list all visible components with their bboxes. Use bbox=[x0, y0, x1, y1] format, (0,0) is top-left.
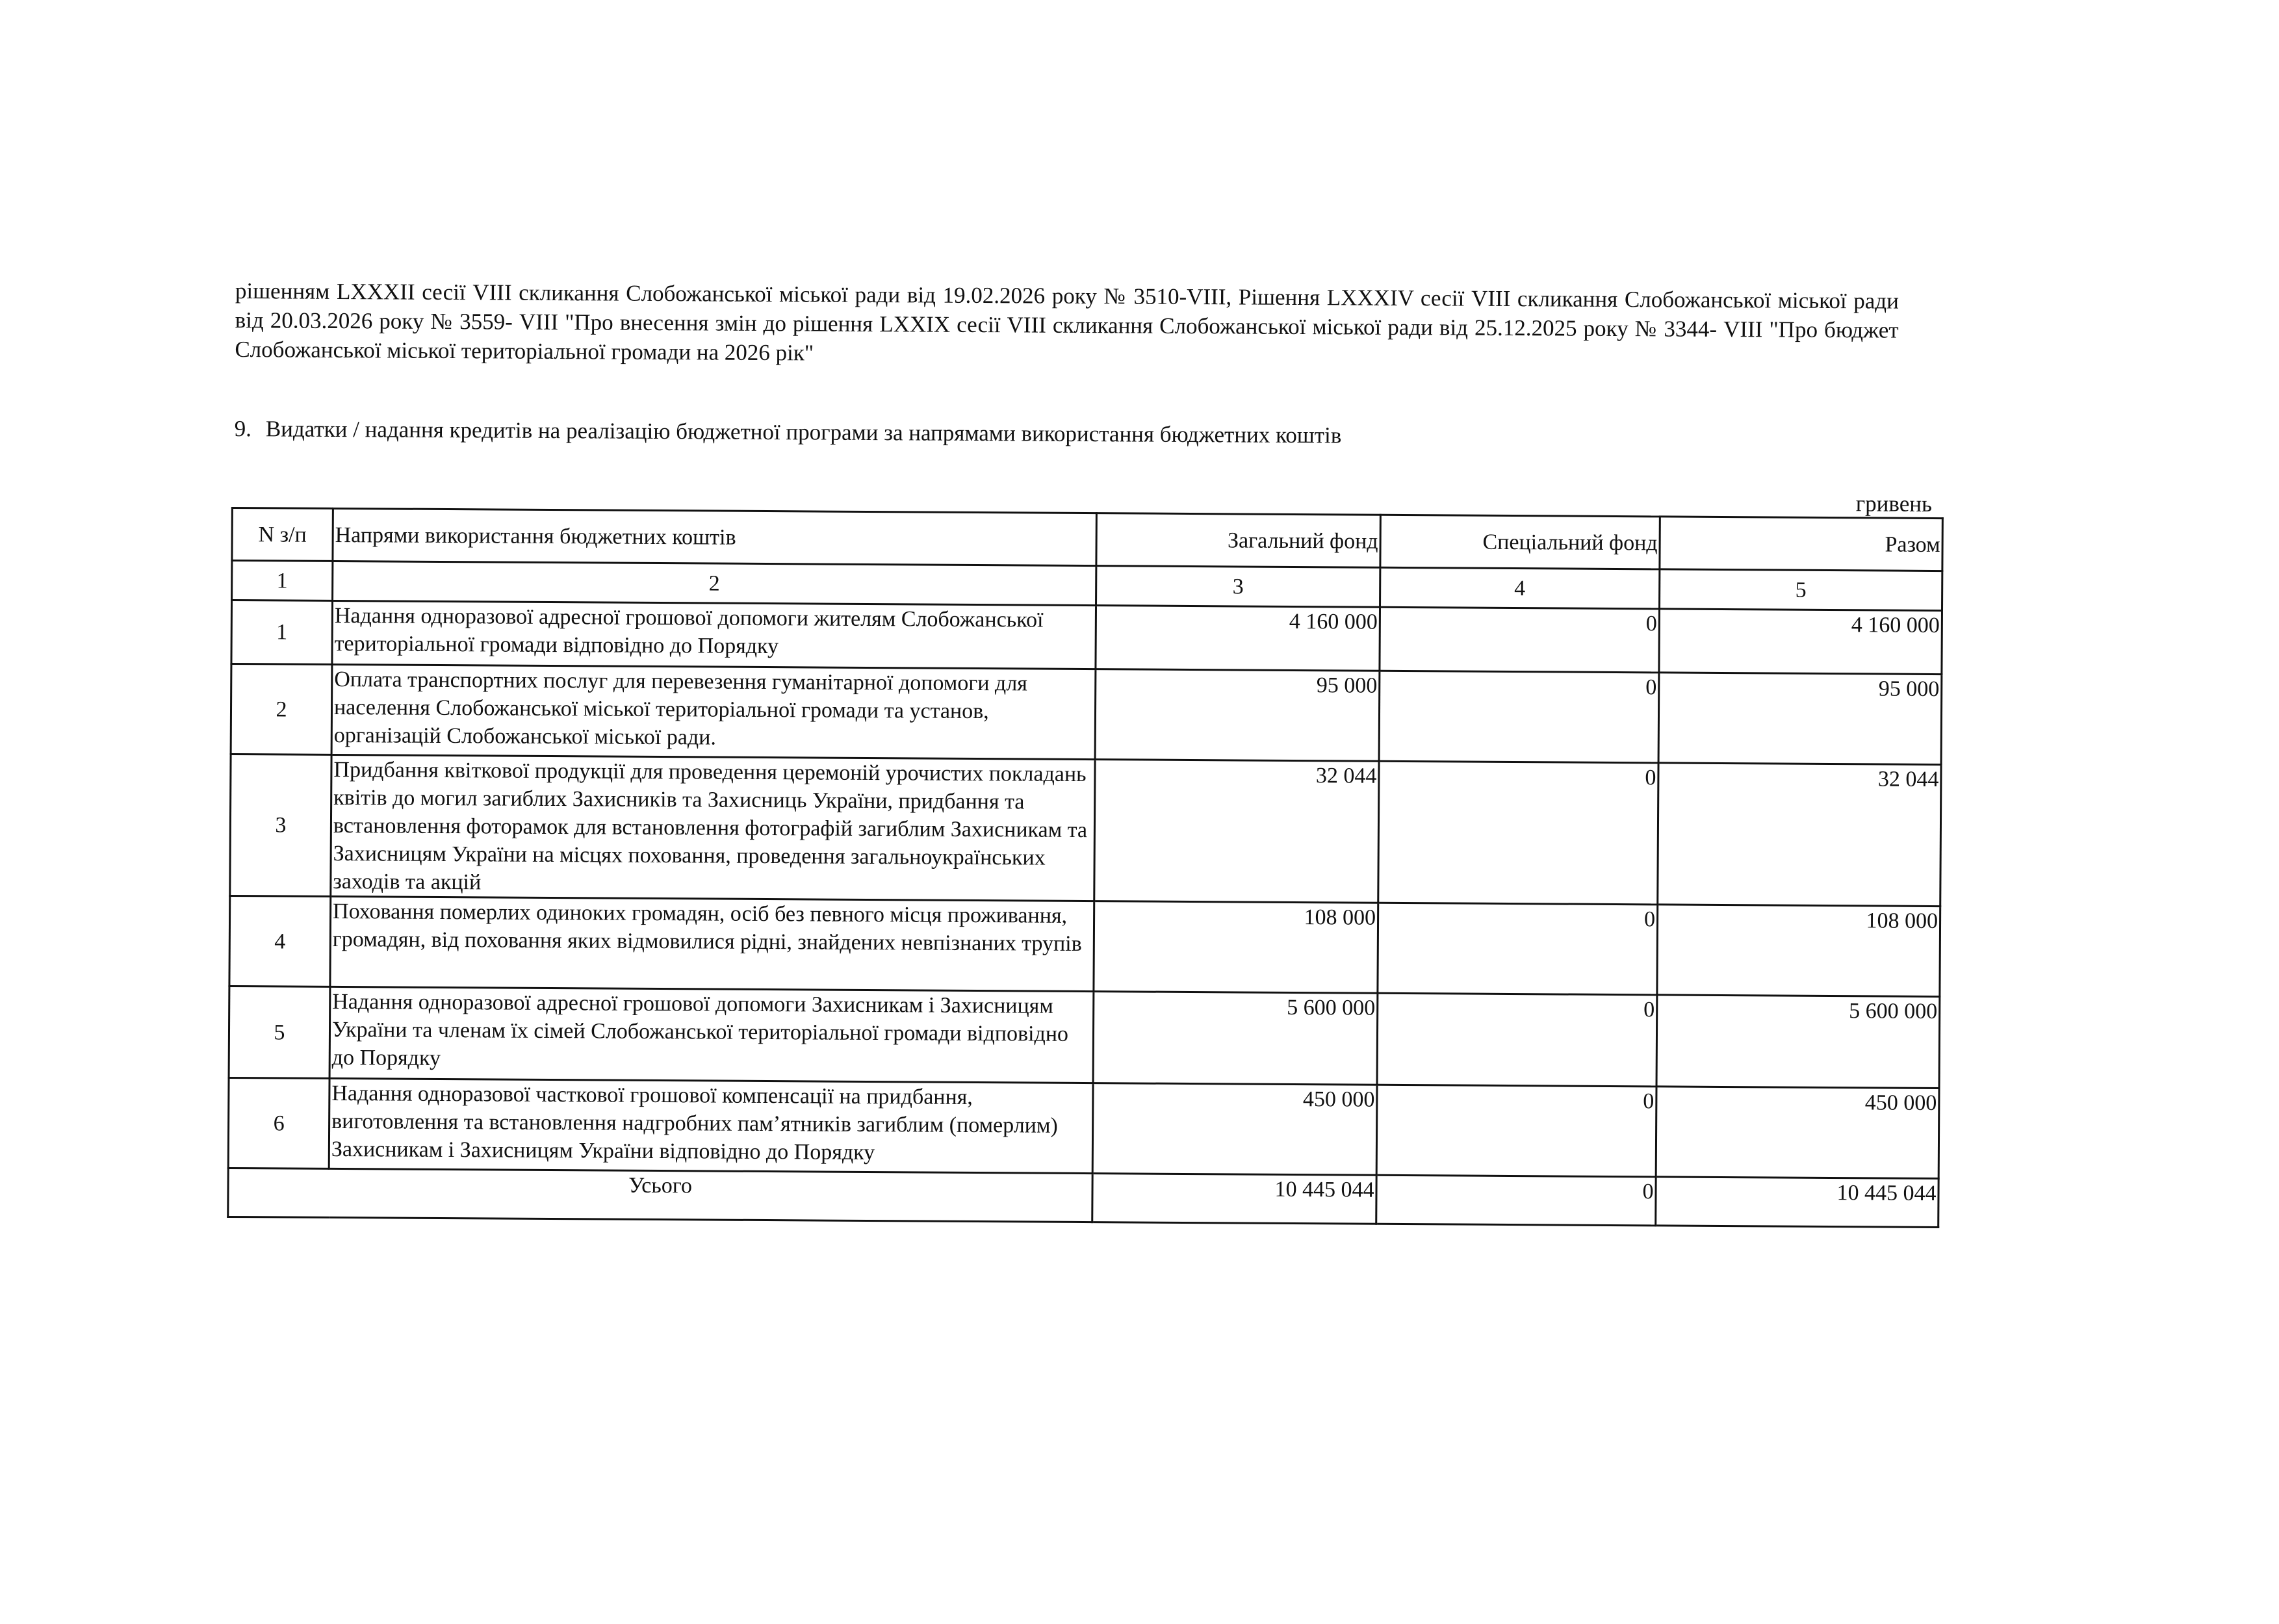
row-number: 6 bbox=[228, 1077, 329, 1168]
section-heading bbox=[235, 416, 1342, 448]
row-special-fund: 0 bbox=[1379, 671, 1659, 763]
row-general-fund: 32 044 bbox=[1094, 760, 1379, 903]
row-special-fund: 0 bbox=[1377, 993, 1657, 1087]
table-total-row bbox=[228, 1168, 1938, 1227]
table-row bbox=[231, 600, 1942, 674]
row-total: 5 600 000 bbox=[1656, 995, 1940, 1089]
row-total: 4 160 000 bbox=[1659, 609, 1942, 675]
row-number: 3 bbox=[230, 754, 331, 896]
row-direction: Надання одноразової адресної грошової допомоги жителям Слобожанської територіальної громади відповідно до Порядку bbox=[332, 600, 1096, 669]
header-direction: Напрями використання бюджетних коштів bbox=[333, 508, 1096, 565]
row-direction: Поховання померлих одиноких громадян, осіб без певного місця проживання, громадян, від поховання яких відмовилися рідні, знайдених невпізнаних трупів bbox=[330, 896, 1094, 991]
total-sum: 10 445 044 bbox=[1656, 1177, 1938, 1228]
row-number: 1 bbox=[231, 600, 333, 664]
row-total: 108 000 bbox=[1657, 905, 1940, 997]
row-direction: Надання одноразової адресної грошової допомоги Захисникам і Захисницям України та членам їх сімей Слобожанської територіальної громади відповідно до Порядку bbox=[329, 986, 1094, 1083]
column-number: 3 bbox=[1096, 566, 1380, 608]
expenditure-table bbox=[227, 507, 1944, 1228]
table-row bbox=[228, 1077, 1939, 1178]
table-row bbox=[231, 664, 1942, 764]
row-number: 5 bbox=[229, 986, 330, 1078]
row-general-fund: 108 000 bbox=[1094, 901, 1378, 994]
header-special-fund: Спеціальний фонд bbox=[1380, 515, 1660, 569]
total-general-fund: 10 445 044 bbox=[1092, 1174, 1376, 1224]
intro-paragraph: рішенням LXXXII сесії VIII скликання Слобожанської міської ради від 19.02.2026 року № 3510-VIII, Рішення LXXXIV сесії VIII скликання Слобожанської міської ради від 20.03.2026 року № 3559- VIII "Про внесення змін до рішення LXXIX сесії VIII скликання Слобожанської міської ради від 25.12.2025 року № 3344- VIII "Про бюджет Слобожанської міської територіальної громади на 2026 рік" bbox=[235, 278, 1899, 366]
column-number: 1 bbox=[232, 560, 333, 600]
table-row bbox=[230, 754, 1941, 906]
row-general-fund: 450 000 bbox=[1092, 1083, 1377, 1176]
row-special-fund: 0 bbox=[1380, 607, 1660, 673]
total-label: Усього bbox=[228, 1168, 1092, 1222]
row-general-fund: 95 000 bbox=[1095, 669, 1380, 762]
column-number: 4 bbox=[1380, 567, 1660, 609]
row-special-fund: 0 bbox=[1378, 761, 1658, 905]
header-number: N з/п bbox=[232, 508, 333, 561]
row-total: 450 000 bbox=[1656, 1087, 1939, 1179]
row-general-fund: 4 160 000 bbox=[1096, 606, 1380, 671]
row-number: 2 bbox=[231, 664, 332, 754]
row-special-fund: 0 bbox=[1376, 1085, 1656, 1177]
row-direction: Оплата транспортних послуг для перевезення гуманітарної допомоги для населення Слобожанської міської територіальної громади та установ, організацій Слобожанської міської ради. bbox=[331, 664, 1096, 759]
section-number: 9. bbox=[234, 416, 252, 442]
total-special-fund: 0 bbox=[1376, 1175, 1656, 1226]
table-row bbox=[229, 986, 1940, 1088]
row-special-fund: 0 bbox=[1378, 903, 1658, 995]
table-row bbox=[229, 896, 1940, 996]
header-general-fund: Загальний фонд bbox=[1096, 513, 1380, 568]
column-number: 5 bbox=[1660, 569, 1942, 611]
row-number: 4 bbox=[229, 896, 331, 986]
currency-unit: гривень bbox=[1855, 491, 1933, 517]
row-total: 95 000 bbox=[1658, 673, 1942, 765]
row-direction: Надання одноразової часткової грошової компенсації на придбання, виготовлення та встановлення надгробних пам’ятників загиблим (померлим) Захисникам і Захисницям України відповідно до Порядку bbox=[329, 1078, 1093, 1173]
row-total: 32 044 bbox=[1658, 763, 1941, 907]
section-title: Видатки / надання кредитів на реалізацію бюджетної програми за напрямами використання бюджетних коштів bbox=[265, 416, 1342, 448]
row-direction: Придбання квіткової продукції для проведення церемоній урочистих покладань квітів до могил загиблих Захисників та Захисниць України, придбання та встановлення фоторамок для встановлення фотографій загиблим Захисникам та Захисницям України на місцях поховання, проведення загальноукраїнських заходів та акцій bbox=[331, 754, 1095, 901]
column-number: 2 bbox=[333, 561, 1096, 605]
header-total: Разом bbox=[1660, 517, 1942, 571]
row-general-fund: 5 600 000 bbox=[1093, 992, 1378, 1085]
